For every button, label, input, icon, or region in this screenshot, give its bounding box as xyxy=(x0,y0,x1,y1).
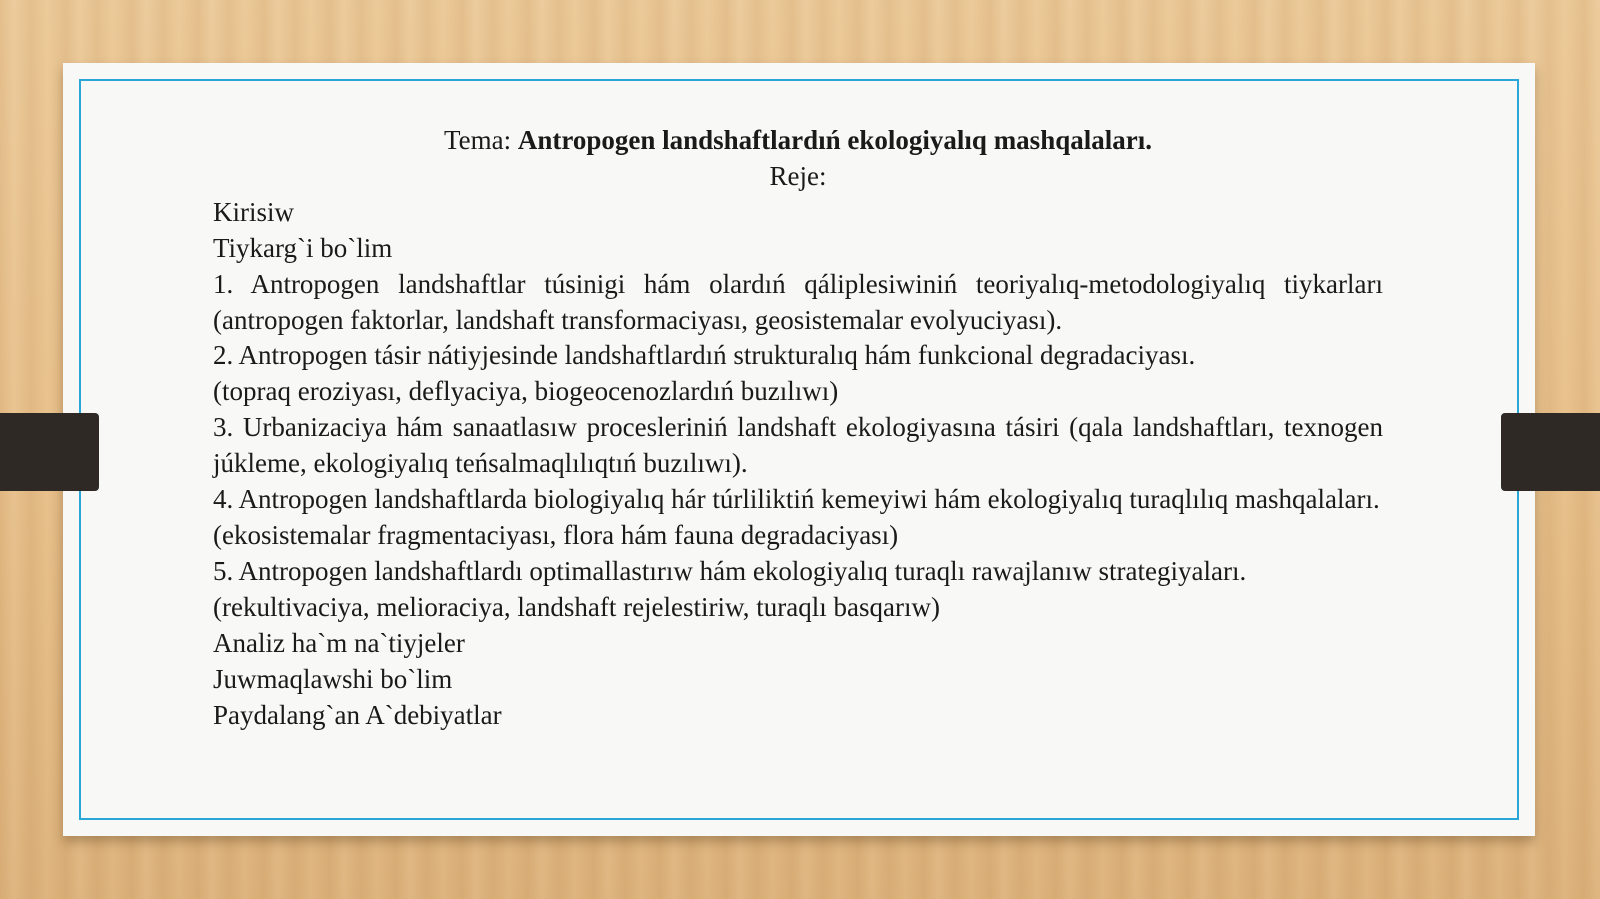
slide-content xyxy=(213,123,1383,733)
plan-item-4-note: (ekosistemalar fragmentaciyası, flora hám fauna degradaciyası) xyxy=(213,519,899,550)
plan-item-3: 3. Urbanizaciya hám sanaatlasıw procesleriniń landshaft ekologiyasına tásiri (qala landshaftları, texnogen júkleme, ekologiyalıq teńsalmaqlılıqtıń buzılıwı). xyxy=(213,412,1383,479)
references-item: Paydalang`an A`debiyatlar xyxy=(213,699,502,730)
plan-item-2: 2. Antropogen tásir nátiyjesinde landshaftlardıń strukturalıq hám funkcional degradaciyası. xyxy=(213,340,1196,371)
title-prefix: Tema: xyxy=(444,125,518,155)
slide-title xyxy=(213,123,1383,159)
plan-item-1: 1. Antropogen landshaftlar túsinigi hám olardıń qáliplesiwiniń teoriyalıq-metodologiyalıq tiykarları (antropogen faktorlar, landshaft transformaciyası, geosistemalar evolyuciyası). xyxy=(213,268,1383,335)
main-part-item: Tiykarg`i bo`lim xyxy=(213,232,393,263)
title-topic: Antropogen landshaftlardıń ekologiyalıq mashqalaları. xyxy=(517,125,1152,155)
plan-item-5-note: (rekultivaciya, melioraciya, landshaft rejelestiriw, turaqlı basqarıw) xyxy=(213,591,940,622)
analysis-item: Analiz ha`m na`tiyjeler xyxy=(213,627,465,658)
plan-item-2-note: (topraq eroziyası, deflyaciya, biogeocenozlardıń buzılıwı) xyxy=(213,376,839,407)
intro-item: Kirisiw xyxy=(213,196,294,227)
plan-item-5: 5. Antropogen landshaftlardı optimallastırıw hám ekologiyalıq turaqlı rawajlanıw strategiyaları. xyxy=(213,555,1247,586)
plan-item-4: 4. Antropogen landshaftlarda biologiyalıq hár túrliliktiń kemeyiwi hám ekologiyalıq turaqlılıq mashqalaları. xyxy=(213,484,1380,515)
left-binder-tab xyxy=(0,413,99,491)
right-binder-tab xyxy=(1501,413,1600,491)
plan-heading: Reje: xyxy=(769,160,827,191)
conclusion-item: Juwmaqlawshi bo`lim xyxy=(213,663,453,694)
